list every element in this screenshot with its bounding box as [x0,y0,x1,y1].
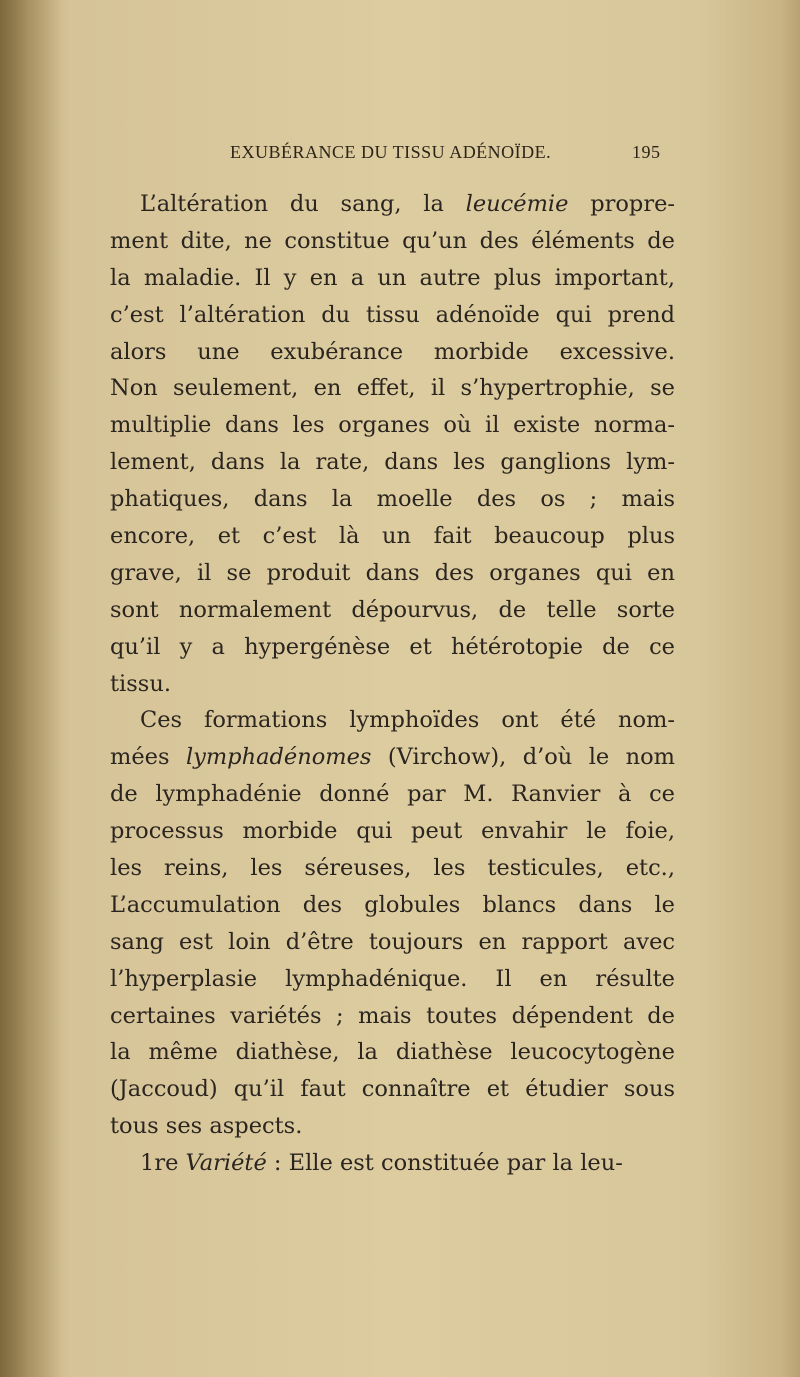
text-line: c’est l’altération du tissu adénoïde qui prend [110,301,675,328]
text-line: les reins, les séreuses, les testicules, etc., [110,855,675,882]
italic-term: leucémie [465,191,569,217]
page-edge-shadow [0,0,60,1377]
text-run: : Elle est constituée par la leu- [266,1150,623,1177]
text-line: phatiques, dans la moelle des os ; mais [110,486,675,513]
text-line: ment dite, ne constitue qu’un des éléments de [110,227,675,254]
text-line: encore, et c’est là un fait beaucoup plus [110,523,675,550]
text-line: sang est loin d’être toujours en rapport avec [110,928,675,955]
text-line: tissu. [110,670,171,697]
text-line: de lymphadénie donné par M. Ranvier à ce [110,781,675,808]
text-run: propre- [568,191,675,217]
text-line: (Jaccoud) qu’il faut connaître et étudier sous [110,1076,675,1103]
page-number: 195 [632,142,661,162]
text-run: mées [110,744,186,771]
text-line: Ces formations lymphoïdes ont été nom- [140,707,675,734]
body-text [110,186,675,1182]
text-line: la même diathèse, la diathèse leucocytogène [110,1039,675,1066]
text-line: lement, dans la rate, dans les ganglions lym- [110,449,675,476]
text-line: alors une exubérance morbide excessive. [110,338,675,365]
text-run: L’altération du sang, la [140,191,466,217]
text-line [110,1145,675,1182]
text-line [110,186,675,223]
text-run: 1re [140,1150,186,1177]
running-title: EXUBÉRANCE DU TISSU ADÉNOÏDE. [230,142,552,162]
text-line: multiplie dans les organes où il existe norma- [110,412,675,439]
running-header [0,142,800,172]
text-line: grave, il se produit dans des organes qui en [110,559,675,586]
text-line: qu’il y a hypergénèse et hétérotopie de ce [110,633,675,660]
text-line: L’accumulation des globules blancs dans le [110,891,675,918]
text-line: certaines variétés ; mais toutes dépendent de [110,1002,675,1029]
text-line: tous ses aspects. [110,1113,303,1140]
text-line: processus morbide qui peut envahir le foie, [110,818,675,845]
italic-term: Variété [185,1150,267,1177]
text-run: (Virchow), d’où le nom [371,744,675,771]
text-line [110,739,675,776]
italic-term: lymphadénomes [185,744,372,771]
text-line: Non seulement, en effet, il s’hypertrophie, se [110,375,675,402]
text-line: la maladie. Il y en a un autre plus important, [110,264,675,291]
text-line: l’hyperplasie lymphadénique. Il en résulte [110,965,675,992]
text-line: sont normalement dépourvus, de telle sorte [110,596,675,623]
